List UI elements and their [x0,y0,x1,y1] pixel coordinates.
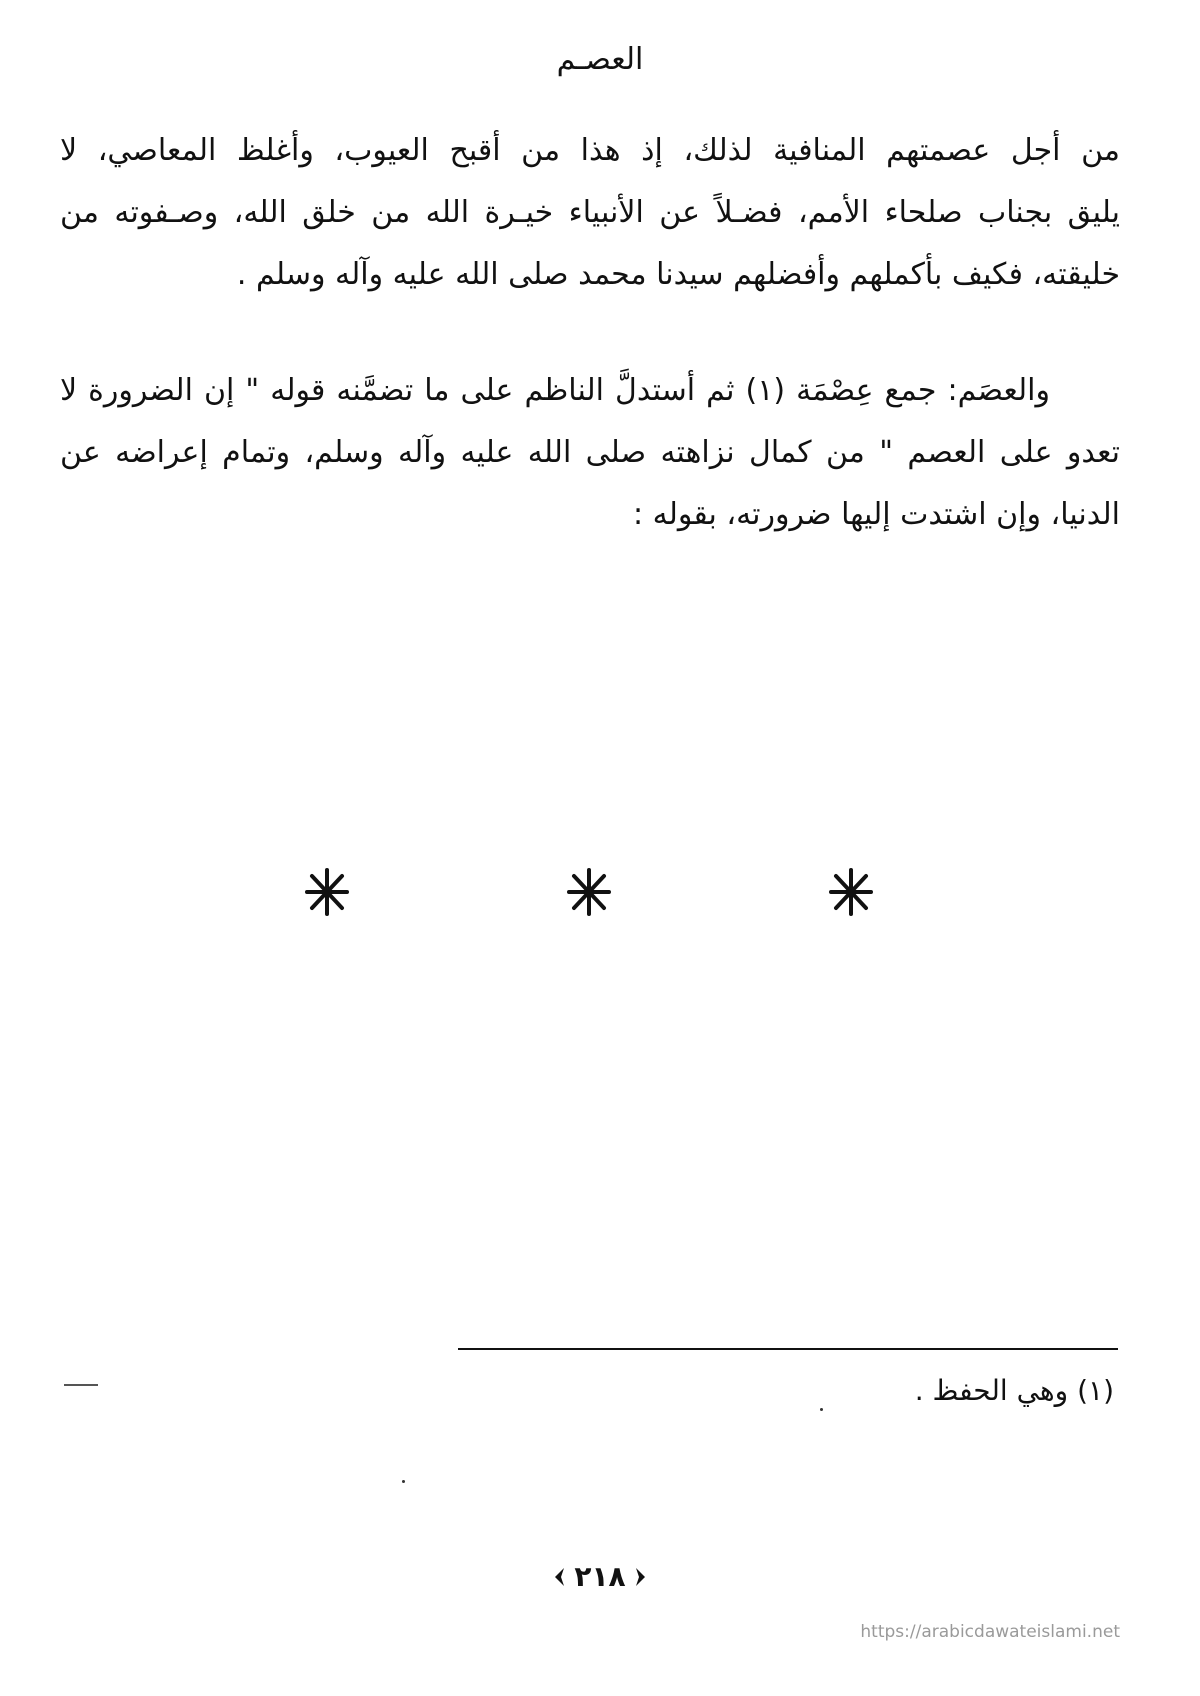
asterisk-ornament-icon [564,862,614,922]
footnote-text: (١) وهي الحفظ . [914,1374,1114,1407]
main-paragraph-2 [60,360,1120,546]
text-line: يليق بجناب صلحاء الأمم، فضـلاً عن الأنبياء خيـرة الله من خلق الله، وصـفوته من [60,195,1120,230]
text-line: من أجل عصمتهم المنافية لذلك، إذ هذا من أقبح العيوب، وأغلظ المعاصي، لا [60,133,1120,168]
running-title: العصـم [556,42,644,77]
scan-mark [64,1384,98,1386]
scan-speck [402,1480,405,1483]
scan-speck [820,1408,823,1411]
asterisk-ornament-icon [826,862,876,922]
asterisk-ornament-icon [302,862,352,922]
footnote-separator [458,1348,1118,1350]
text-line: الدنيا، وإن اشتدت إليها ضرورته، بقوله : [632,497,1120,532]
page-number-value: ٢١٨ [574,1560,626,1593]
footnote [915,1374,1114,1407]
left-bracket-ornament-icon [552,1566,568,1588]
text-line: خليقته، فكيف بأكملهم وأفضلهم سيدنا محمد صلى الله عليه وآله وسلم . [236,257,1120,292]
page-number [0,1560,1200,1595]
main-paragraph-1 [60,120,1120,306]
watermark-text: https://arabicdawateislami.net [860,1622,1120,1642]
section-divider [0,862,1200,922]
watermark-url [860,1622,1120,1642]
text-line: والعصَم: جمع عِصْمَة (١) ثم أستدلَّ الناظم على ما تضمَّنه قوله " إن الضرورة لا [60,373,1050,408]
text-line: تعدو على العصم " من كمال نزاهته صلى الله عليه وآله وسلم، وتمام إعراضه عن [60,435,1120,470]
right-bracket-ornament-icon [632,1566,648,1588]
running-header [0,42,1200,77]
